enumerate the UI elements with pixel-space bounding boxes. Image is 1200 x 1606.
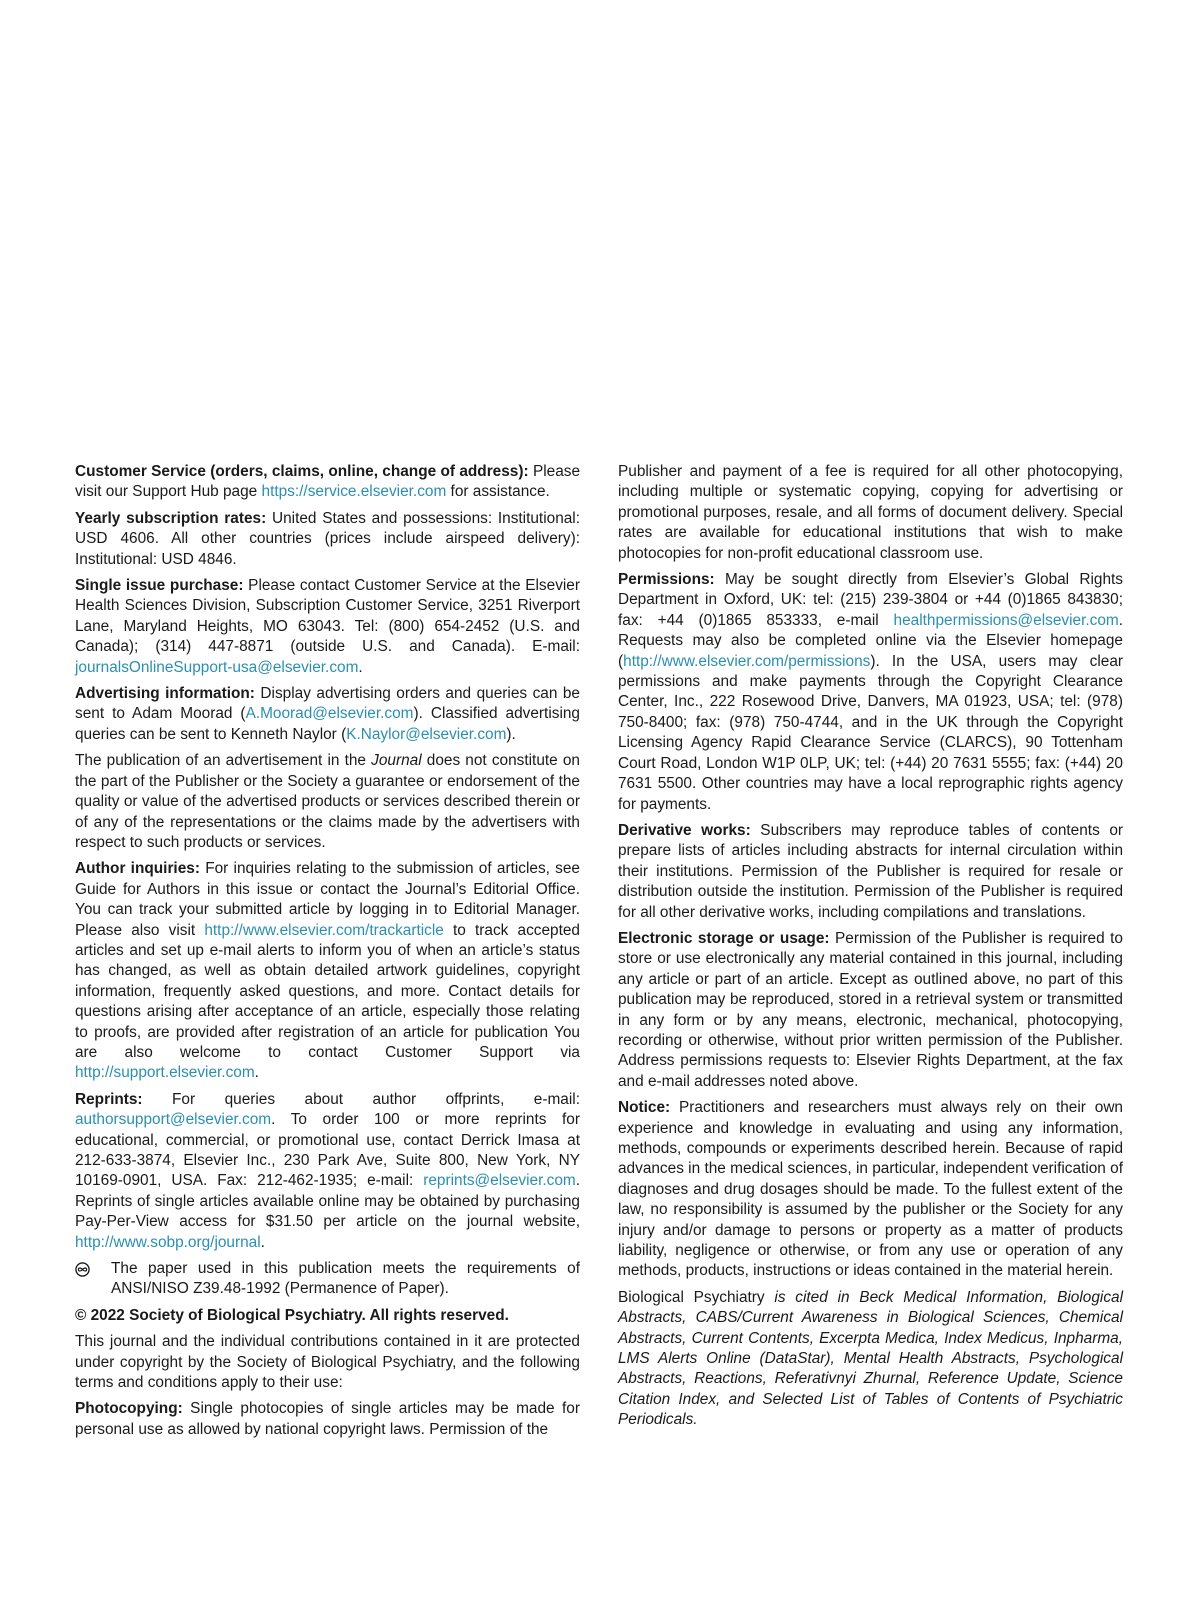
single-issue-heading: Single issue purchase:	[75, 577, 244, 595]
reprints-text-mid2: . Reprints of single articles available online may be obtained by purchasing Pay-Per-View access for $31.50 per article on the journal website,	[75, 1172, 580, 1231]
notice-heading: Notice:	[618, 1099, 671, 1117]
derivative-works-paragraph	[618, 821, 1123, 923]
author-inquiries-paragraph	[75, 859, 580, 1083]
derivative-works-text: Subscribers may reproduce tables of contents or prepare lists of articles including abstracts for internal circulation within their institutions. Permission of the Publisher is required for resale or distribution outside the institution. Permission of the Publisher is required for all other derivative works, including compilations and translations.	[618, 821, 1124, 921]
naylor-email-link[interactable]: K.Naylor@elsevier.com	[346, 725, 507, 743]
advertising-heading: Advertising information:	[75, 685, 255, 703]
indexing-paragraph	[618, 1288, 1123, 1431]
reprints-email-link[interactable]: reprints@elsevier.com	[423, 1172, 576, 1190]
disclaimer-paragraph	[75, 751, 580, 853]
electronic-storage-text: Permission of the Publisher is required to store or use electronically any material contained in this journal, including any article or part of an article. Except as outlined above, no part of this publication may be reproduced, stored in a retrieval system or transmitted in any form or by any means, electronic, mechanical, photocopying, recording or otherwise, without prior written permission of the Publisher. Address permissions requests to: Elsevier Rights Department, at the fax and e-mail addresses noted above.	[618, 929, 1123, 1090]
protection-paragraph: This journal and the individual contributions contained in it are protected under copyright by the Society of Biological Psychiatry, and the following terms and conditions apply to their use:	[75, 1333, 580, 1392]
sobp-journal-link[interactable]: http://www.sobp.org/journal	[75, 1233, 261, 1251]
photocopying-paragraph	[75, 1399, 580, 1440]
moorad-email-link[interactable]: A.Moorad@elsevier.com	[245, 705, 414, 723]
author-inquiries-heading: Author inquiries:	[75, 860, 200, 878]
customer-service-text-end: for assistance.	[446, 483, 550, 501]
advertising-text: Display advertising orders and queries can be sent to Adam Moorad (	[75, 685, 580, 723]
single-issue-text: Please contact Customer Service at the Elsevier Health Sciences Division, Subscription Customer Service, 3251 Riverport Lane, Maryland Heights, MO 63043. Tel: (800) 654-2452 (U.S. and Canada); (314) 447-8871 (outside U.S. and Canada). E-mail:	[75, 577, 580, 656]
customer-service-text: Please visit our Support Hub page	[75, 463, 581, 501]
reprints-paragraph	[75, 1090, 580, 1253]
authorsupport-email-link[interactable]: authorsupport@elsevier.com	[75, 1111, 272, 1129]
reprints-heading: Reprints:	[75, 1090, 143, 1108]
copyright-line: © 2022 Society of Biological Psychiatry. All rights reserved.	[75, 1306, 509, 1324]
single-issue-paragraph	[75, 576, 580, 678]
healthpermissions-email-link[interactable]: healthpermissions@elsevier.com	[893, 611, 1119, 629]
indexing-list-italic: is cited in Beck Medical Information, Biological Abstracts, CABS/Current Awareness in Biological Sciences, Chemical Abstracts, Current Contents, Excerpta Medica, Index Medicus, Inpharma, LMS Alerts Online (DataStar), Mental Health Abstracts, Psychological Abstracts, Reactions, Referativnyi Zhurnal, Reference Update, Science Citation Index, and Selected List of Tables of Contents of Psychiatric Periodicals.	[618, 1288, 1123, 1429]
subscription-paragraph	[75, 509, 580, 570]
left-column	[75, 462, 580, 1446]
author-inquiries-text-mid: to track accepted articles and set up e-mail alerts to inform you of when an article’s status has changed, as well as obtain detailed artwork guidelines, copyright information, frequently asked questions, and more. Contact details for questions arising after acceptance of an article, especially those relating to proofs, are provided after registration of an article for publication You are also welcome to contact Customer Support via	[75, 921, 580, 1061]
advertising-text-mid: ). Classified advertising queries can be sent to Kenneth Naylor (	[75, 705, 580, 743]
support-hub-link[interactable]: https://service.elsevier.com	[261, 483, 447, 501]
author-inquiries-text: For inquiries relating to the submission of articles, see Guide for Authors in this issue or contact the Journal’s Editorial Office. You can track your submitted article by logging in to Editorial Manager. Please also visit	[75, 860, 580, 939]
permissions-text-end: ). In the USA, users may clear permissions and make payments through the Copyright Clearance Center, Inc., 222 Rosewood Drive, Danvers, MA 01923, USA; tel: (978) 750-8400; fax: (978) 750-4744, and in the UK through the Copyright Licensing Agency Rapid Clearance Service (CLARCS), 90 Tottenham Court Road, London W1P 0LP, UK; tel: (+44) 20 7631 5555; fax: (+44) 20 7631 5500. Other countries may have a local reprographic rights agency for payments.	[618, 652, 1123, 813]
electronic-storage-heading: Electronic storage or usage:	[618, 929, 830, 947]
infinity-paper-icon	[75, 1262, 90, 1277]
electronic-storage-paragraph	[618, 929, 1123, 1092]
permissions-paragraph	[618, 570, 1123, 815]
trackarticle-link[interactable]: http://www.elsevier.com/trackarticle	[204, 921, 444, 939]
support-elsevier-link[interactable]: http://support.elsevier.com	[75, 1064, 255, 1082]
journal-italic: Journal	[371, 752, 422, 770]
single-issue-text-end: .	[358, 658, 363, 676]
author-inquiries-text-end: .	[254, 1064, 259, 1082]
derivative-works-heading: Derivative works:	[618, 821, 751, 839]
journal-name: Biological Psychiatry	[618, 1288, 765, 1306]
photocopying-continued-paragraph: Publisher and payment of a fee is required for all other photocopying, including multiple or systematic copying, copying for advertising or promotional purposes, resale, and all forms of document delivery. Special rates are available for educational institutions that wish to make photocopies for non-profit educational classroom use.	[618, 463, 1123, 562]
paper-note-paragraph	[75, 1259, 580, 1300]
reprints-text-mid: . To order 100 or more reprints for educational, commercial, or promotional use, contact Derrick Imasa at 212-633-3874, Elsevier Inc., 230 Park Ave, Suite 800, New York, NY 10169-0901, USA. Fax: 212-462-1935; e-mail:	[75, 1111, 580, 1190]
subscription-heading: Yearly subscription rates:	[75, 509, 267, 527]
reprints-text-end: .	[260, 1233, 265, 1251]
customer-service-paragraph	[75, 462, 580, 503]
notice-paragraph	[618, 1098, 1123, 1282]
disclaimer-text-end: does not constitute on the part of the Publisher or the Society a guarantee or endorsement of the quality or value of the advertised products or services described therein or of any of the representations or the claims made by the advertisers with respect to such products or services.	[75, 752, 580, 851]
elsevier-permissions-link[interactable]: http://www.elsevier.com/permissions	[623, 652, 871, 670]
permissions-text-mid: . Requests may also be completed online via the Elsevier homepage (	[618, 611, 1123, 670]
permissions-text: May be sought directly from Elsevier’s Global Rights Department in Oxford, UK: tel: (215) 239-3804 or +44 (0)1865 843830; fax: +44 (0)1865 853333, e-mail	[618, 571, 1123, 629]
customer-service-heading: Customer Service (orders, claims, online, change of address):	[75, 463, 529, 480]
paper-note-text: The paper used in this publication meets the requirements of ANSI/NISO Z39.48-1992 (Permanence of Paper).	[111, 1260, 580, 1298]
photocopying-heading: Photocopying:	[75, 1400, 183, 1418]
advertising-paragraph	[75, 684, 580, 745]
advertising-text-end: ).	[506, 725, 516, 743]
right-column	[618, 462, 1123, 1437]
notice-text: Practitioners and researchers must always rely on their own experience and knowledge in evaluating and using any information, methods, compounds or experiments described herein. Because of rapid advances in the medical sciences, in particular, independent verification of diagnoses and drug dosages should be made. To the fullest extent of the law, no responsibility is assumed by the publisher or the Society for any injury and/or damage to persons or property as a matter of products liability, negligence or otherwise, or from any use or operation of any methods, products, instructions or ideas contained in the material herein.	[618, 1099, 1123, 1280]
photocopying-text: Single photocopies of single articles may be made for personal use as allowed by national copyright laws. Permission of the	[75, 1400, 580, 1438]
disclaimer-text: The publication of an advertisement in the	[75, 752, 372, 770]
subscription-text: United States and possessions: Institutional: USD 4606. All other countries (prices include airspeed delivery): Institutional: USD 4846.	[75, 509, 581, 568]
reprints-text: For queries about author offprints, e-mail:	[142, 1090, 580, 1108]
journals-support-email-link[interactable]: journalsOnlineSupport-usa@elsevier.com	[75, 658, 359, 676]
permissions-heading: Permissions:	[618, 571, 715, 589]
